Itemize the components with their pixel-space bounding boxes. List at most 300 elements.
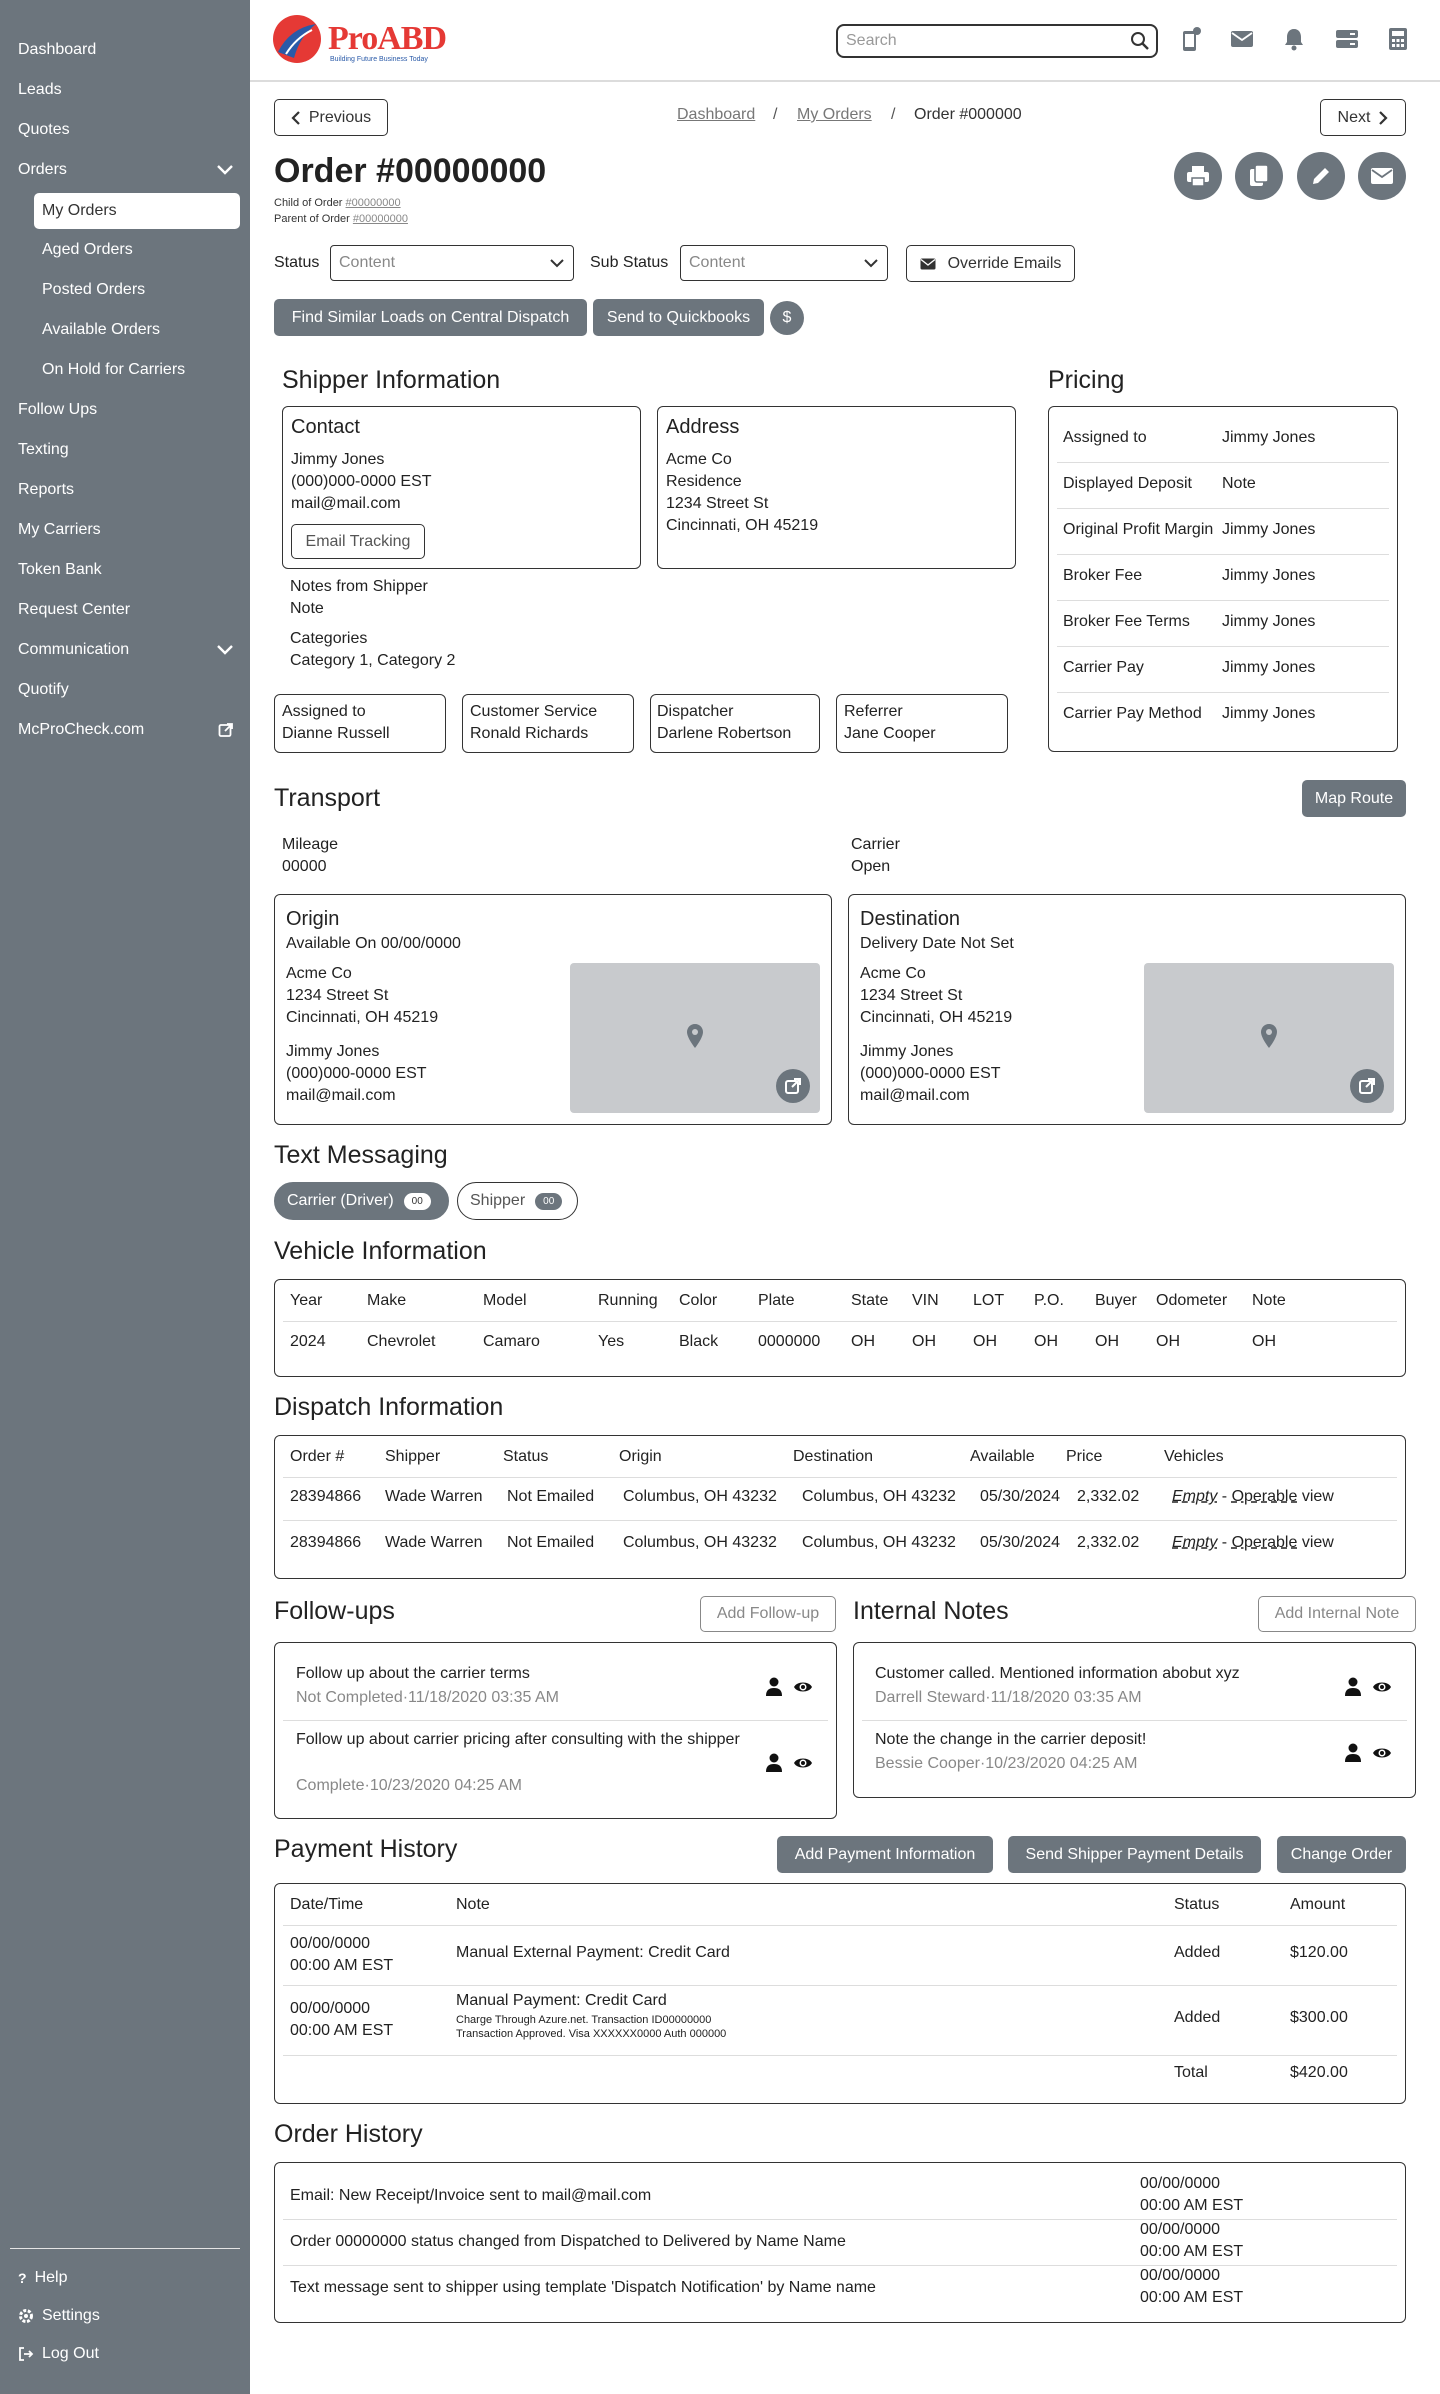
eye-icon[interactable] <box>793 1679 813 1695</box>
column-header: Note <box>456 1896 490 1913</box>
contact-card <box>282 406 641 569</box>
pricing-label: Carrier Pay <box>1063 659 1144 676</box>
destination-contact: mail@mail.com <box>860 1087 970 1104</box>
address-line: Residence <box>666 473 742 490</box>
status-select[interactable] <box>330 245 574 281</box>
row-divider <box>283 2219 1397 2220</box>
search-icon <box>1130 31 1150 51</box>
dash: - <box>1217 1534 1232 1551</box>
history-text: Email: New Receipt/Invoice sent to mail@mail.com <box>290 2187 652 2204</box>
row-divider <box>283 2055 1397 2056</box>
sidebar-item-request-center[interactable]: Request Center <box>18 601 131 618</box>
contact-phone: (000)000-0000 EST <box>291 473 432 490</box>
find-similar-loads-button[interactable]: Find Similar Loads on Central Dispatch <box>274 299 587 336</box>
dispatch-table <box>274 1435 1406 1579</box>
breadcrumb-current: Order #000000 <box>914 106 1022 123</box>
payment-note: Manual External Payment: Credit Card <box>456 1944 730 1961</box>
separator: · <box>979 1755 986 1772</box>
contact-email: mail@mail.com <box>291 495 401 512</box>
gear-icon <box>18 2308 34 2324</box>
follow-up-status: Not Completed <box>296 1689 403 1706</box>
map-route-button[interactable]: Map Route <box>1302 780 1406 817</box>
mileage-value: 00000 <box>282 858 327 875</box>
pricing-value: Jimmy Jones <box>1222 659 1316 676</box>
add-follow-up-button[interactable]: Add Follow-up <box>700 1596 836 1632</box>
dispatch-heading: Dispatch Information <box>274 1393 504 1421</box>
map-pin-icon <box>686 1023 704 1049</box>
row-divider <box>1057 600 1389 601</box>
note-meta <box>875 1753 1137 1775</box>
address-line: Acme Co <box>666 451 732 468</box>
order-history-table <box>274 2162 1406 2323</box>
address-card <box>657 406 1016 569</box>
sidebar-item-orders[interactable] <box>0 150 250 190</box>
person-icon[interactable] <box>765 1677 783 1697</box>
origin-card <box>274 894 832 1125</box>
vehicle-cell: Camaro <box>483 1333 540 1350</box>
sidebar <box>0 0 250 2394</box>
note-author: Darrell Steward <box>875 1689 986 1706</box>
sidebar-divider <box>10 2248 240 2249</box>
column-header: P.O. <box>1034 1292 1064 1309</box>
mail-icon[interactable] <box>1230 30 1254 48</box>
vehicles-cell <box>1172 1488 1334 1506</box>
sidebar-item-quotes[interactable]: Quotes <box>18 121 70 138</box>
payment-table <box>274 1883 1406 2104</box>
column-header: Plate <box>758 1292 795 1309</box>
internal-notes-heading: Internal Notes <box>853 1597 1009 1625</box>
column-header: Model <box>483 1292 527 1309</box>
status-label: Status <box>274 254 320 271</box>
origin-address: Acme Co <box>286 965 352 982</box>
sub-status-label: Sub Status <box>590 254 669 271</box>
operable-link[interactable]: Operable <box>1231 1488 1298 1505</box>
child-order-link[interactable]: #00000000 <box>345 197 401 209</box>
sidebar-item-my-carriers[interactable]: My Carriers <box>18 521 101 538</box>
empty-link[interactable]: Empty <box>1172 1534 1218 1551</box>
sidebar-item-label: Orders <box>18 161 67 178</box>
note-date: 10/23/2020 04:25 AM <box>985 1755 1138 1772</box>
payment-amount: $120.00 <box>1290 1944 1348 1961</box>
column-header: Status <box>503 1448 549 1465</box>
destination-map[interactable] <box>1144 963 1394 1113</box>
column-header: Note <box>1252 1292 1286 1309</box>
payment-subnote: Transaction Approved. Visa XXXXXX0000 Auth 000000 <box>456 2028 727 2040</box>
chevron-down-icon <box>216 642 234 656</box>
email-tracking-button[interactable]: Email Tracking <box>291 524 425 559</box>
follow-up-text: Follow up about carrier pricing after consulting with the shipper <box>296 1731 740 1748</box>
logo-text: ProABD <box>328 20 447 57</box>
role-label: Referrer <box>844 703 903 720</box>
origin-map[interactable] <box>570 963 820 1113</box>
column-header: Available <box>970 1448 1035 1465</box>
view-link[interactable]: view <box>1297 1534 1334 1551</box>
role-card <box>836 694 1008 753</box>
logo-tagline: Building Future Business Today <box>330 56 428 63</box>
destination-card <box>848 894 1406 1125</box>
logout-label: Log Out <box>42 2345 99 2362</box>
pricing-value: Jimmy Jones <box>1222 429 1316 446</box>
dispatch-cell: Not Emailed <box>507 1534 595 1551</box>
role-card <box>274 694 446 753</box>
role-value: Darlene Robertson <box>657 725 792 742</box>
next-label: Next <box>1337 108 1371 126</box>
pricing-value: Jimmy Jones <box>1222 521 1316 538</box>
breadcrumb-my-orders[interactable]: My Orders <box>797 106 872 123</box>
top-bar <box>250 0 1440 82</box>
total-value: $420.00 <box>1290 2064 1348 2081</box>
column-header: Price <box>1066 1448 1103 1465</box>
column-header: Buyer <box>1095 1292 1137 1309</box>
dispatch-cell: 28394866 <box>290 1488 362 1505</box>
history-date: 00/00/0000 <box>1140 2267 1221 2284</box>
parent-order-link[interactable]: #00000000 <box>352 213 408 225</box>
dollar-button[interactable]: $ <box>770 301 804 335</box>
row-divider <box>283 1925 1397 1926</box>
pricing-label: Broker Fee Terms <box>1063 613 1190 630</box>
previous-button[interactable] <box>274 99 388 136</box>
logo[interactable] <box>272 14 446 64</box>
envelope-icon <box>1370 167 1394 185</box>
sidebar-item-texting[interactable]: Texting <box>18 441 69 458</box>
origin-contact: Jimmy Jones <box>286 1043 380 1060</box>
change-order-button[interactable]: Change Order <box>1277 1836 1406 1873</box>
payment-status: Added <box>1174 1944 1221 1961</box>
tab-label: Shipper <box>470 1192 526 1209</box>
history-time: 00:00 AM EST <box>1140 2243 1244 2260</box>
row-divider <box>1057 646 1389 647</box>
note-meta <box>875 1687 1142 1709</box>
pricing-value: Note <box>1222 475 1256 492</box>
pricing-label: Displayed Deposit <box>1063 475 1192 492</box>
role-value: Jane Cooper <box>844 725 936 742</box>
logout-link[interactable] <box>18 2340 99 2368</box>
vehicle-cell: Chevrolet <box>367 1333 436 1350</box>
column-header: Year <box>290 1292 323 1309</box>
vehicle-cell: Black <box>679 1333 719 1350</box>
chevron-up-icon <box>216 162 234 176</box>
origin-address: Cincinnati, OH 45219 <box>286 1009 439 1026</box>
destination-date: Delivery Date Not Set <box>860 935 1014 952</box>
vehicle-cell: 0000000 <box>758 1333 821 1350</box>
row-divider <box>1057 692 1389 693</box>
payment-date: 00/00/0000 <box>290 1935 371 1952</box>
pricing-card <box>1048 406 1398 752</box>
pricing-value: Jimmy Jones <box>1222 567 1316 584</box>
follow-up-date: 10/23/2020 04:25 AM <box>369 1777 522 1794</box>
pricing-value: Jimmy Jones <box>1222 613 1316 630</box>
external-link-icon[interactable] <box>776 1069 810 1103</box>
role-value: Dianne Russell <box>282 725 390 742</box>
status-value: Content <box>339 254 396 271</box>
vehicle-heading: Vehicle Information <box>274 1237 487 1265</box>
row-divider <box>283 1985 1397 1986</box>
column-header: Odometer <box>1156 1292 1228 1309</box>
person-icon[interactable] <box>1344 1677 1362 1697</box>
history-date: 00/00/0000 <box>1140 2175 1221 2192</box>
column-header: Status <box>1174 1896 1220 1913</box>
calculator-icon[interactable] <box>1388 27 1408 51</box>
separator: · <box>985 1689 991 1706</box>
payment-subnote: Charge Through Azure.net. Transaction ID00000000 <box>456 2014 712 2026</box>
vehicle-cell: OH <box>912 1333 936 1350</box>
categories-value: Category 1, Category 2 <box>290 652 456 669</box>
view-link[interactable]: view <box>1297 1488 1334 1505</box>
override-label: Override Emails <box>947 254 1062 272</box>
pricing-label: Assigned to <box>1063 429 1147 446</box>
tab-carrier-driver[interactable] <box>274 1182 449 1220</box>
column-header: Date/Time <box>290 1896 364 1913</box>
column-header: Shipper <box>385 1448 441 1465</box>
mileage-label: Mileage <box>282 836 339 853</box>
logo-mark-icon <box>272 14 322 64</box>
dispatch-cell: Columbus, OH 43232 <box>802 1488 956 1505</box>
chevron-right-icon <box>1378 110 1388 126</box>
follow-up-meta <box>296 1775 522 1797</box>
settings-label: Settings <box>42 2307 100 2324</box>
column-header: Origin <box>619 1448 662 1465</box>
follow-up-date: 11/18/2020 03:35 AM <box>408 1689 559 1706</box>
destination-address: Acme Co <box>860 965 926 982</box>
child-label: Child of Order <box>274 197 343 209</box>
vehicle-cell: OH <box>1034 1333 1058 1350</box>
role-value: Ronald Richards <box>470 725 589 742</box>
column-header: Color <box>679 1292 718 1309</box>
origin-title: Origin <box>286 908 340 930</box>
destination-address: Cincinnati, OH 45219 <box>860 1009 1013 1026</box>
note-text: Note the change in the carrier deposit! <box>875 1731 1147 1748</box>
sidebar-item-quotify[interactable]: Quotify <box>18 681 69 698</box>
question-icon: ? <box>18 2270 27 2286</box>
sidebar-item-follow-ups[interactable]: Follow Ups <box>18 401 98 418</box>
column-header: Vehicles <box>1164 1448 1224 1465</box>
row-divider <box>283 1321 1397 1322</box>
address-title: Address <box>666 416 740 438</box>
dispatch-cell: Columbus, OH 43232 <box>623 1534 777 1551</box>
chevron-left-icon <box>291 110 301 126</box>
column-header: LOT <box>973 1292 1005 1309</box>
count-badge: 00 <box>404 1193 431 1210</box>
payment-date: 00/00/0000 <box>290 2000 371 2017</box>
sidebar-item-mcprocheck[interactable] <box>0 710 250 750</box>
send-to-quickbooks-button[interactable]: Send to Quickbooks <box>593 299 764 336</box>
address-line: 1234 Street St <box>666 495 769 512</box>
empty-link[interactable]: Empty <box>1172 1488 1218 1505</box>
parent-of-order <box>274 213 408 225</box>
pricing-heading: Pricing <box>1048 366 1125 394</box>
count-badge: 00 <box>535 1193 562 1210</box>
column-header: Running <box>598 1292 658 1309</box>
edit-button[interactable] <box>1297 152 1345 200</box>
text-messaging-heading: Text Messaging <box>274 1141 448 1169</box>
dispatch-cell: 2,332.02 <box>1077 1534 1140 1551</box>
row-divider <box>283 2265 1397 2266</box>
sidebar-item-leads[interactable]: Leads <box>18 81 62 98</box>
row-divider <box>1057 554 1389 555</box>
row-divider <box>862 1720 1407 1721</box>
chevron-down-icon <box>863 257 879 269</box>
vehicle-cell: OH <box>851 1333 875 1350</box>
address-line: Cincinnati, OH 45219 <box>666 517 819 534</box>
override-emails-button[interactable] <box>906 245 1075 282</box>
logout-icon <box>18 2346 34 2362</box>
tab-shipper[interactable] <box>457 1182 578 1220</box>
add-payment-information-button[interactable]: Add Payment Information <box>777 1836 993 1873</box>
row-divider <box>283 1477 1397 1478</box>
destination-contact: (000)000-0000 EST <box>860 1065 1001 1082</box>
next-button[interactable] <box>1320 99 1406 136</box>
column-header: State <box>851 1292 889 1309</box>
vehicle-cell: OH <box>1095 1333 1119 1350</box>
contact-name: Jimmy Jones <box>291 451 385 468</box>
dash: - <box>1217 1488 1232 1505</box>
note-date: 11/18/2020 03:35 AM <box>990 1689 1142 1706</box>
destination-title: Destination <box>860 908 961 930</box>
follow-ups-list <box>274 1642 837 1819</box>
phone-notification-icon[interactable] <box>1180 26 1202 52</box>
origin-address: 1234 Street St <box>286 987 389 1004</box>
sidebar-item-dashboard[interactable]: Dashboard <box>18 41 97 58</box>
dispatch-cell: Wade Warren <box>385 1534 483 1551</box>
vehicle-cell: OH <box>1156 1333 1180 1350</box>
destination-contact: Jimmy Jones <box>860 1043 954 1060</box>
internal-notes-list <box>853 1642 1416 1798</box>
copy-icon <box>1248 164 1270 188</box>
transport-heading: Transport <box>274 784 381 812</box>
follow-ups-heading: Follow-ups <box>274 1597 395 1625</box>
print-button[interactable] <box>1174 152 1222 200</box>
dispatch-cell: Not Emailed <box>507 1488 595 1505</box>
note-author: Bessie Cooper <box>875 1755 980 1772</box>
sidebar-item-posted-orders[interactable]: Posted Orders <box>42 281 146 298</box>
origin-contact: (000)000-0000 EST <box>286 1065 427 1082</box>
bell-icon[interactable] <box>1283 27 1305 51</box>
role-card <box>650 694 820 753</box>
eye-icon[interactable] <box>1372 1679 1392 1695</box>
person-icon[interactable] <box>1344 1743 1362 1763</box>
sidebar-item-my-orders[interactable]: My Orders <box>34 193 240 229</box>
role-card <box>462 694 634 753</box>
payment-history-heading: Payment History <box>274 1835 458 1863</box>
sidebar-item-token-bank[interactable]: Token Bank <box>18 561 102 578</box>
row-divider <box>1057 508 1389 509</box>
child-of-order <box>274 197 401 209</box>
person-icon[interactable] <box>765 1753 783 1773</box>
eye-icon[interactable] <box>793 1755 813 1771</box>
vehicle-table <box>274 1279 1406 1377</box>
shipper-heading: Shipper Information <box>282 366 501 394</box>
previous-label: Previous <box>308 108 372 126</box>
payment-note: Manual Payment: Credit Card <box>456 1992 667 2009</box>
payment-time: 00:00 AM EST <box>290 1957 394 1974</box>
add-internal-note-button[interactable]: Add Internal Note <box>1258 1596 1416 1632</box>
sidebar-item-available-orders[interactable]: Available Orders <box>42 321 160 338</box>
send-shipper-payment-details-button[interactable]: Send Shipper Payment Details <box>1008 1836 1261 1873</box>
search-placeholder: Search <box>846 32 897 49</box>
search-input[interactable] <box>836 24 1158 58</box>
chevron-down-icon <box>549 257 565 269</box>
help-link[interactable] <box>18 2264 67 2292</box>
breadcrumb-dashboard[interactable]: Dashboard <box>677 106 756 123</box>
role-label: Assigned to <box>282 703 366 720</box>
sidebar-item-communication[interactable] <box>0 630 250 670</box>
help-label: Help <box>34 2269 68 2286</box>
printer-icon <box>1186 165 1210 187</box>
copy-button[interactable] <box>1235 152 1283 200</box>
row-divider <box>283 1720 828 1721</box>
total-label: Total <box>1174 2064 1208 2081</box>
follow-up-status: Complete <box>296 1777 365 1794</box>
column-header: Destination <box>793 1448 874 1465</box>
carrier-value: Open <box>851 858 891 875</box>
pricing-label: Broker Fee <box>1063 567 1143 584</box>
column-header: VIN <box>912 1292 939 1309</box>
dispatch-cell: Columbus, OH 43232 <box>802 1534 956 1551</box>
origin-date: Available On 00/00/0000 <box>286 935 461 952</box>
dispatch-cell: 2,332.02 <box>1077 1488 1140 1505</box>
external-link-icon <box>218 722 234 738</box>
history-time: 00:00 AM EST <box>1140 2289 1244 2306</box>
sidebar-item-label: McProCheck.com <box>18 721 145 738</box>
tab-label: Carrier (Driver) <box>287 1192 394 1209</box>
history-time: 00:00 AM EST <box>1140 2197 1244 2214</box>
payment-time: 00:00 AM EST <box>290 2022 394 2039</box>
dispatch-cell: 28394866 <box>290 1534 362 1551</box>
dispatch-cell: 05/30/2024 <box>980 1534 1061 1551</box>
pricing-label: Original Profit Margin <box>1063 521 1214 538</box>
settings-link[interactable] <box>18 2302 100 2330</box>
categories-label: Categories <box>290 630 368 647</box>
row-divider <box>1057 462 1389 463</box>
sidebar-item-on-hold[interactable]: On Hold for Carriers <box>42 361 186 378</box>
follow-up-meta <box>296 1687 559 1709</box>
pencil-icon <box>1310 165 1332 187</box>
map-pin-icon <box>1260 1023 1278 1049</box>
vehicle-cell: Yes <box>598 1333 625 1350</box>
note-text: Customer called. Mentioned information abobut xyz <box>875 1665 1240 1682</box>
operable-link[interactable]: Operable <box>1231 1534 1298 1551</box>
vehicle-cell: OH <box>1252 1333 1276 1350</box>
eye-icon[interactable] <box>1372 1745 1392 1761</box>
page-title: Order #00000000 <box>274 152 547 190</box>
pricing-label: Carrier Pay Method <box>1063 705 1202 722</box>
role-label: Dispatcher <box>657 703 734 720</box>
sub-status-value: Content <box>689 254 746 271</box>
history-text: Text message sent to shipper using template 'Dispatch Notification' by Name name <box>290 2279 876 2296</box>
payment-status: Added <box>1174 2009 1221 2026</box>
breadcrumb-separator: / <box>773 106 778 123</box>
notes-label: Notes from Shipper <box>290 578 428 595</box>
separator: · <box>364 1777 370 1794</box>
destination-address: 1234 Street St <box>860 987 963 1004</box>
follow-up-text: Follow up about the carrier terms <box>296 1665 530 1682</box>
pricing-value: Jimmy Jones <box>1222 705 1316 722</box>
sidebar-item-reports[interactable]: Reports <box>18 481 75 498</box>
column-header: Make <box>367 1292 407 1309</box>
external-link-icon[interactable] <box>1350 1069 1384 1103</box>
parent-label: Parent of Order <box>274 213 350 225</box>
carrier-label: Carrier <box>851 836 900 853</box>
sub-status-select[interactable] <box>680 245 888 281</box>
role-label: Customer Service <box>470 703 598 720</box>
card-icon[interactable] <box>1335 29 1359 49</box>
column-header: Amount <box>1290 1896 1346 1913</box>
dispatch-cell: 05/30/2024 <box>980 1488 1061 1505</box>
email-button[interactable] <box>1358 152 1406 200</box>
sidebar-item-aged-orders[interactable]: Aged Orders <box>42 241 133 258</box>
contact-title: Contact <box>291 416 360 438</box>
notes-value: Note <box>290 600 324 617</box>
